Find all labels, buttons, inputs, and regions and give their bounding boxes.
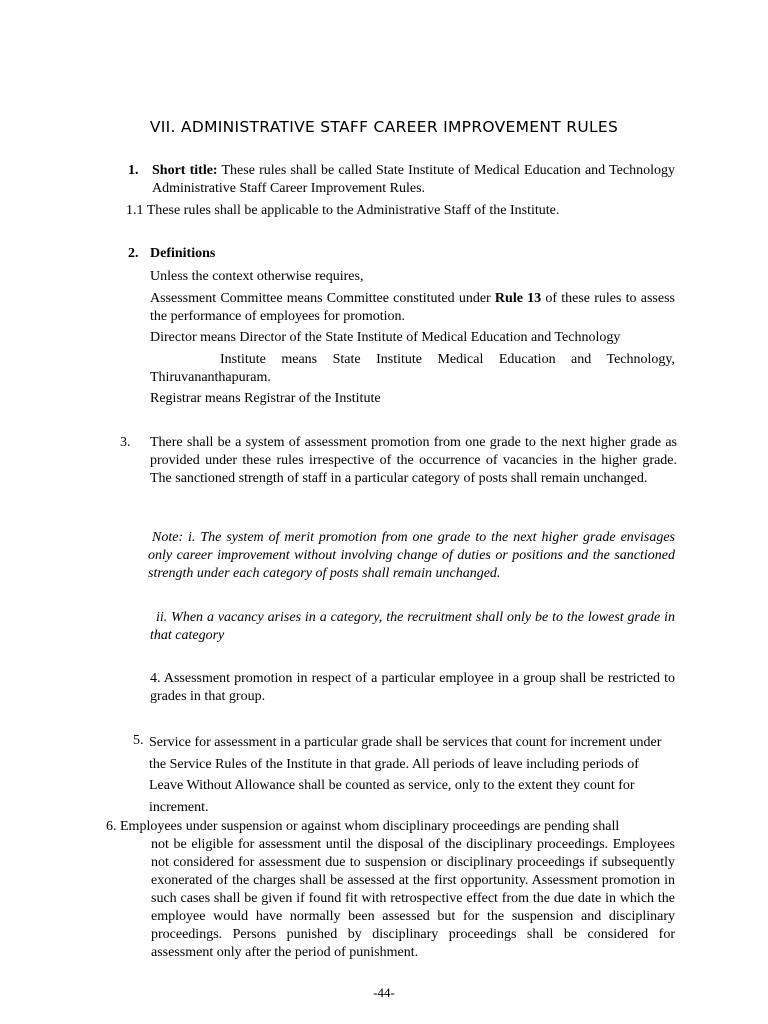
page-number: -44- [373,985,395,1000]
definition-text: of these rules to assess the performance of employees for promotion. [150,291,675,324]
rule-1-body [152,162,675,198]
rule-2-heading [128,245,215,263]
rule-1-1-number: 1.1 [126,203,144,218]
rule-1-text: These rules shall be called State Institute of Medical Education and Technology Administrative Staff Career Improvement Rules. [152,163,675,196]
rule-1-1 [126,202,686,220]
rule-2-title: Definitions [150,246,216,261]
definition-director: Director means Director of the State Institute of Medical Education and Technology [150,330,621,345]
definitions-intro: Unless the context otherwise requires, [150,269,364,284]
rule-5-text: Service for assessment in a particular grade shall be services that count for increment under the Service Rules of the Institute in that grade. All periods of leave including periods of Leave Without Allowance shall be counted as service, only to the extent they count for increment. [149,735,662,815]
rule-5 [133,732,663,818]
rule-6-text: not be eligible for assessment until the disposal of the disciplinary proceedings. Employees not considered for assessment due to suspension or disciplinary proceedings if subsequently exonerated of the charges shall be assessed at the first opportunity. Assessment promotion in such cases shall be given if found fit with retrospective effect from the due date in which the employee would have normally been assessed but for the suspension and disciplinary proceedings. Persons punished by disciplinary proceedings shall be considered for assessment only after the period of punishment. [151,837,675,960]
definition-registrar: Registrar means Registrar of the Institute [150,391,381,406]
rule-1-number: 1. [128,163,139,178]
definition-institute: Institute means State Institute Medical Education and Technology, Thiruvananthapuram. [150,352,675,385]
rule-2-number: 2. [128,246,139,261]
rule-1-title: Short title: [152,163,218,178]
note-i: Note: i. The system of merit promotion from one grade to the next higher grade envisages only career improvement without involving change of duties or positions and the sanctioned strength under each category of posts shall remain unchanged. [148,530,675,581]
rule-3-text [150,434,677,488]
rule-3-number: 3. [120,435,131,450]
page-title: VII. ADMINISTRATIVE STAFF CAREER IMPROVEMENT RULES [149,118,619,136]
definition-text: Assessment Committee means Committee constituted under [150,291,491,306]
rule-13-reference: Rule 13 [494,291,542,306]
rule-5-number: 5. [133,733,144,748]
rule-1 [128,162,675,198]
rule-6-first-line: 6. Employees under suspension or against whom disciplinary proceedings are pending shall [106,819,620,834]
rule-3-body: There shall be a system of assessment promotion from one grade to the next higher grade as provided under these rules irrespective of the occurrence of vacancies in the higher grade. The sanctioned strength of staff in a particular category of posts shall remain unchanged. [150,435,677,486]
note-ii: ii. When a vacancy arises in a category, the recruitment shall only be to the lowest grade in that category [150,610,675,643]
rule-1-1-text: These rules shall be applicable to the Administrative Staff of the Institute. [146,203,560,218]
definition-assessment-committee [150,290,675,326]
rule-4: 4. Assessment promotion in respect of a particular employee in a group shall be restricted to grades in that group. [150,671,675,704]
rule-3 [120,434,677,488]
